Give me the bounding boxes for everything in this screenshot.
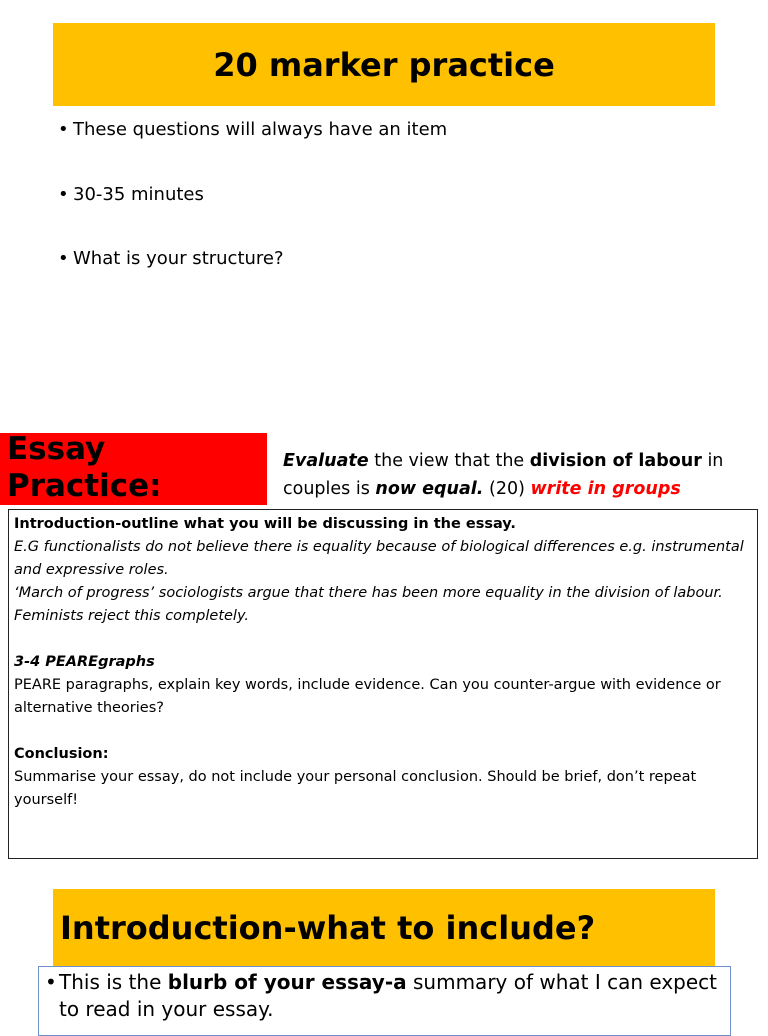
conclusion-text: Summarise your essay, do not include your personal conclusion. Should be brief, don’t repeat yourself! xyxy=(14,769,697,808)
label-line-2: Practice: xyxy=(7,468,162,504)
q-instruction: write in groups xyxy=(530,479,681,499)
list-item xyxy=(45,969,730,1023)
intro-title: Introduction-what to include? xyxy=(60,909,596,947)
slide-title: 20 marker practice xyxy=(213,45,555,84)
text-part: This is the xyxy=(59,970,168,994)
essay-practice-label xyxy=(0,433,267,505)
text-part: summary of what I can expect to read in your essay. xyxy=(59,970,718,1021)
q-marks: (20) xyxy=(483,479,531,499)
label-line-1: Essay xyxy=(7,431,106,467)
essay-practice-text xyxy=(7,431,162,505)
essay-plan-box xyxy=(8,509,758,859)
intro-bullet-text xyxy=(59,969,730,1023)
intro-line: ‘March of progress’ sociologists argue that there has been more equality in the division of labour. xyxy=(14,585,723,601)
intro-banner xyxy=(53,889,715,967)
bullet-icon: • xyxy=(58,119,69,140)
spacer xyxy=(14,628,757,651)
essay-question xyxy=(283,447,753,503)
q-text: in couples is xyxy=(283,451,724,499)
intro-heading: Introduction-outline what you will be discussing in the essay. xyxy=(14,516,516,532)
list-item-text: What is your structure? xyxy=(73,248,284,269)
q-now-equal: now equal. xyxy=(375,479,484,499)
body-text: PEARE paragraphs, explain key words, include evidence. Can you counter-argue with evidence or alternative theories? xyxy=(14,677,721,716)
bullet-icon: • xyxy=(58,248,69,269)
list-item-text: 30-35 minutes xyxy=(73,183,204,205)
intro-line: Feminists reject this completely. xyxy=(14,608,250,624)
intro-content-box xyxy=(38,966,731,1036)
blurb-emphasis: blurb of your essay-a xyxy=(167,970,407,994)
bullet-list xyxy=(58,116,447,310)
q-evaluate: Evaluate xyxy=(283,451,369,471)
conclusion-heading: Conclusion: xyxy=(14,746,109,762)
list-item xyxy=(58,245,447,273)
title-banner xyxy=(53,23,715,106)
bullet-icon: • xyxy=(45,970,57,994)
intro-line: E.G functionalists do not believe there is equality because of biological differences e.g. instrumental and expressive roles. xyxy=(14,539,744,578)
spacer xyxy=(14,720,757,743)
q-text: the view that the xyxy=(368,451,530,471)
q-division-of-labour: division of labour xyxy=(529,451,702,471)
list-item xyxy=(58,116,447,144)
list-item xyxy=(58,181,447,209)
body-heading: 3-4 PEAREgraphs xyxy=(14,654,155,670)
bullet-icon: • xyxy=(58,183,69,205)
list-item-text: These questions will always have an item xyxy=(73,119,448,140)
